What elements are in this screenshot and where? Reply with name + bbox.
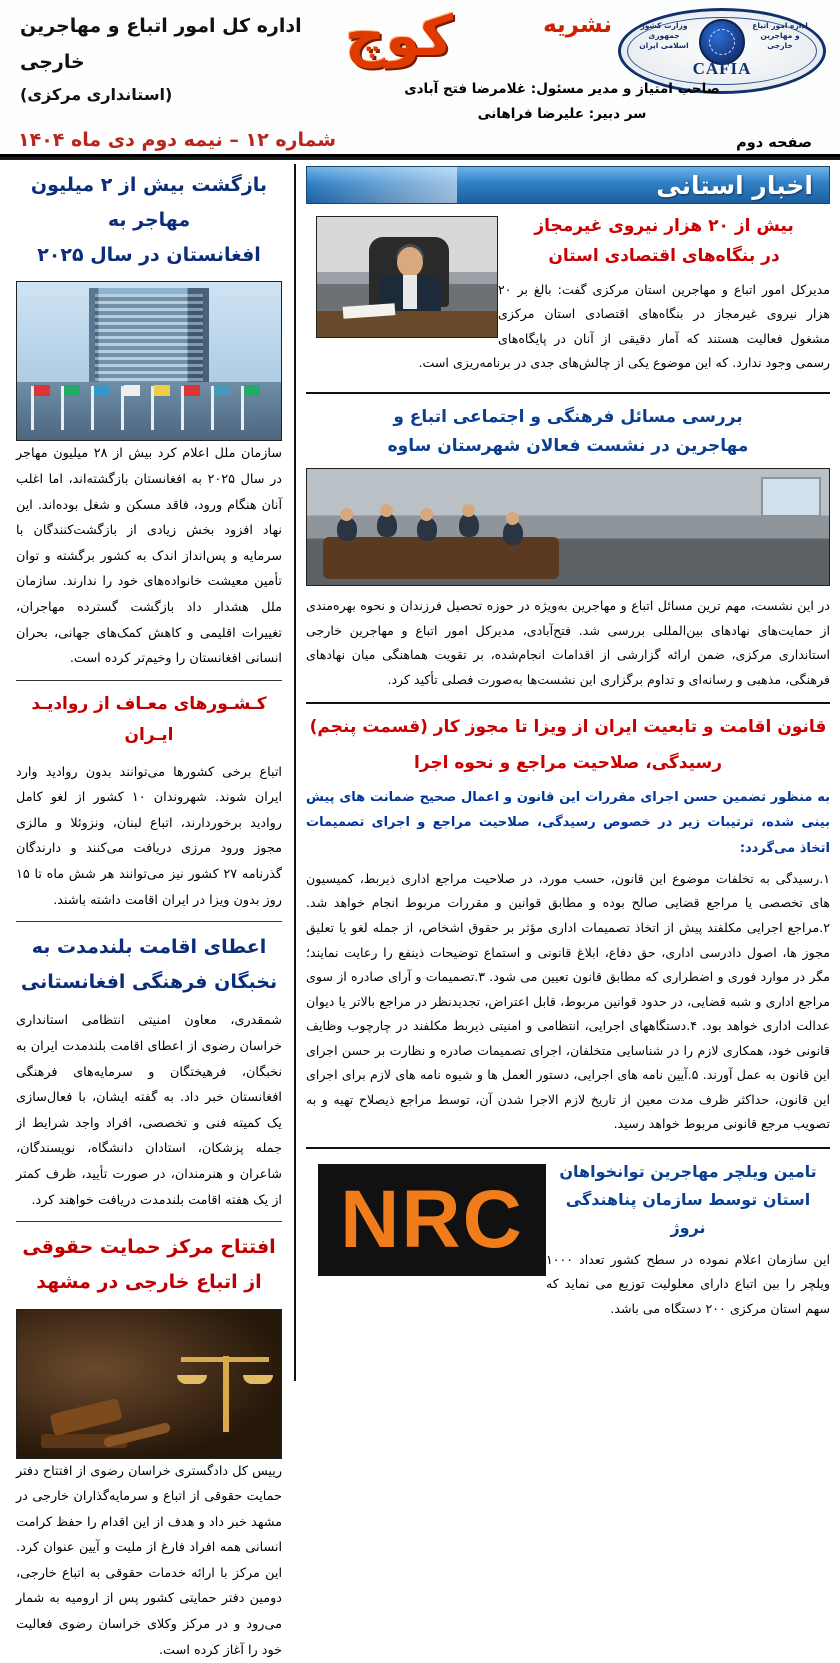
organization-title-line2: (استانداری مرکزی) <box>20 85 173 105</box>
divider <box>306 392 830 394</box>
article-afghan-returns-title <box>16 168 282 273</box>
title-line1: بازگشت بیش از ۲ میلیون مهاجر به <box>30 174 268 232</box>
article-residency-law-part5 <box>306 713 830 1137</box>
provincial-news-banner <box>306 166 830 204</box>
nrc-body: این سازمان اعلام نموده در سطح کشور تعداد ۱۰۰۰ ویلچر را بین اتباع دارای معلولیت توزیع می نماید که سهم استان مرکزی ۲۰۰ دستگاه می باشد. <box>546 1251 830 1317</box>
law-body: ۱.رسیدگی به تخلفات موضوع این قانون، حسب مورد، در صلاحیت مراجع اداری ذیربط، کمیسیون های تخصصی یا مراجع قضایی صالح بوده و مطابق قوانین و مقررات مربوط انجام خواهد شد. ۲.مراجع اجرایی مکلفند پیش از اتخاذ تصمیمات اداری مؤثر بر حقوق اشخاص، از جمله لغو یا تعلیق مجوز ها، اصول دادرسی اداری، حق دفاع، ابلاغ قانونی و استماع توضیحات ذینفع را رعایت نمایند؛ مگر در موارد فوری و اضطراری که مطابق قانون تعیین می شود. ۳.تصمیمات و آرای صادره از سوی مراجع اداری و شبه قضایی، در حدود قوانین مربوط، قابل اعتراض، تجدیدنظر در مراجع بالاتر یا دیوان عدالت اداری خواهد بود. ۴.دستگاههای اجرایی، انتظامی و امنیتی ذیربط مکلفند در چارچوب وظایف قانونی خود، همکاری لازم را در شناسایی متخلفان، اجرای تصمیمات صادره و نظارت بر حسن اجرای این قانون به عمل آورند. ۵.آیین نامه های اجرایی، دستور العمل ها و شیوه نامه های لازم برای اجرای این قانون، حداکثر ظرف مدت معین از تاریخ لازم الاجرا شدن آن، توسط مراجع ذیصلاح تهیه و به تصویب مرجع قانونی مربوط خواهد رسید. <box>306 870 830 1132</box>
nrc-title-line2: استان توسط سازمان پناهندگی نروژ <box>565 1189 811 1237</box>
page-label: صفحه دوم <box>736 135 812 151</box>
provincial-news-column <box>296 160 840 1381</box>
national-news-column <box>2 160 294 1658</box>
masthead-credits <box>302 77 822 127</box>
photo-meeting-room <box>306 468 830 586</box>
column-divider <box>294 164 296 1381</box>
page-body <box>0 160 840 1658</box>
article-legal-support-center-body: رییس کل دادگستری خراسان رضوی از افتتاح دفتر حمایت حقوقی از اتباع و سرمایه‌گذاران خارجی در مشهد خبر داد و هدف از این اقدام را حفظ کرامت انسانی همه افراد فارغ از ملیت و آیین عنوان کرد. این مرکز با ارائه خدمات حقوقی به اتباع خارجی، دومین دفتر حمایتی کشور پس از ارومیه به شمار می‌رود و در مرکز وکلای خراسان رضوی فعالیت خود را آغاز کرده است. <box>16 1463 282 1658</box>
publication-label: نشریه <box>543 12 612 38</box>
divider <box>306 702 830 704</box>
article-legal-support-center-title <box>16 1230 282 1300</box>
article-longterm-residency-body: شمقدری، معاون امنیتی انتظامی استانداری خراسان رضوی از اعطای اقامت بلندمدت ایران به نخبگان، فرهیختگان و سرمایه‌های فرهنگی افغانستان خبر داد. به گفته ایشان، با فعال‌سازی یک کمیته فنی و تخصصی، افراد واجد شرایط از جمله پزشکان، استادان دانشگاه، نویسندگان، شاعران و هنرمندان، در صورت تأیید، ظرف کمتر از یک هفته اقامت بلندمدت دریافت خواهند کرد. <box>16 1013 282 1208</box>
article-body: در این نشست، مهم ترین مسائل اتباع و مهاجرین به‌ویژه در حوزه تحصیل فرزندان و نحوه بهره‌مندی از حمایت‌های نهادهای بین‌المللی بررسی شد. فتح‌آبادی، مدیرکل امور اتباع و مهاجرین خارجی استانداری مرکزی، ضمن ارائه گزارشی از اقدامات انجام‌شده، بر تقویت هماهنگی میان نهادهای فرهنگی، مذهبی و رسانه‌ای و تداوم برگزاری این نشست‌ها به‌صورت فصلی تأکید کرد. <box>306 598 830 687</box>
article-title <box>306 403 830 463</box>
article-nrc-wheelchairs <box>306 1158 830 1328</box>
article-saveh-meeting <box>306 403 830 693</box>
article-illegal-workforce <box>306 212 830 382</box>
divider <box>306 1147 830 1149</box>
article-visa-free-body: اتباع برخی کشورها می‌توانند بدون روادید وارد ایران شوند. شهروندان ۱۰ کشور از لغو کامل روادید برخوردارند، اتباع لبنان، ونزوئلا و مالزی مجوز ورود مرزی دریافت می‌کنند و دارندگان گذرنامه ۲۷ کشور نیز می‌توانند هر شش ماه تا ۱۵ روز بدون ویزا در ایران اقامت داشته باشند. <box>16 764 283 908</box>
photo-un-headquarters <box>16 281 282 441</box>
article-title-line2: مهاجرین در نشست فعالان شهرستان ساوه <box>387 436 749 457</box>
nrc-logo-text: NRC <box>340 1173 524 1265</box>
organization-title <box>20 8 320 111</box>
title-line2: نخبگان فرهنگی افغانستانی <box>20 971 278 994</box>
nrc-logo <box>318 1164 546 1276</box>
credits-line2: سر دبیر: علیرضا فراهانی <box>477 106 647 123</box>
law-title-line1: قانون اقامت و تابعیت ایران از ویزا تا مجوز کار (قسمت پنجم) <box>309 717 827 738</box>
article-afghan-returns-body: سازمان ملل اعلام کرد بیش از ۲۸ میلیون مهاجر در سال ۲۰۲۵ به افغانستان بازگشته‌اند، اما اغلب آنان هنگام ورود، فاقد مسکن و شغل بوده‌اند. این نهاد افزود بخش زیادی از بازگشت‌کنندگان با سرمایه و پس‌انداز اندک به کشور برگشته و توان تأمین معیشت خانواده‌های خود را ندارند. سازمان ملل هشدار داد بازگشت گسترده مهاجران، تغییرات اقلیمی و کاهش کمک‌های جهانی، بحران انسانی افغانستان را وخیم‌تر کرده است. <box>16 446 282 667</box>
article-title-line2: در بنگاه‌های اقتصادی استان <box>548 245 780 266</box>
article-visa-free-title: کـشـورهای معـاف از روادیـد ایـران <box>31 693 267 746</box>
divider <box>16 1221 282 1222</box>
credits-line1: صاحب امتیاز و مدیر مسئول: غلامرضا فتح آبادی <box>404 81 720 98</box>
title-line2: از اتباع خارجی در مشهد <box>36 1271 262 1294</box>
article-body: مدیرکل امور اتباع و مهاجرین استان مرکزی گفت: بالغ بر ۲۰ هزار نیروی غیرمجاز در بنگاه‌های اقتصادی استان مرکزی مشغول فعالیت هستند که آمار دقیقی از آنان در پایگاه‌های رسمی وجود ندارد. که این موضوع یکی از چالش‌های جدی در برنامه‌ریزی است. <box>418 281 830 371</box>
provincial-news-banner-title: اخبار استانی <box>656 170 813 200</box>
article-longterm-residency-title <box>16 930 282 1000</box>
title-line2: افغانستان در سال ۲۰۲۵ <box>37 244 261 267</box>
nrc-title-line1: تامین ویلچر مهاجرین توانخواهان <box>559 1161 817 1181</box>
law-intro: به منظور تضمین حسن اجرای مقررات این قانون و اعمال صحیح ضمانت های پیش بینی شده، ترتیبات زیر در خصوص رسیدگی، صلاحیت مراجع و اجرای تصمیمات اتخاذ می‌گردد: <box>306 789 830 856</box>
organization-title-line1: اداره کل امور اتباع و مهاجرین خارجی <box>20 15 302 74</box>
article-title-line1: بیش از ۲۰ هزار نیروی غیرمجاز <box>534 216 794 236</box>
issue-number: شماره ۱۲ – نیمه دوم دی ماه ۱۴۰۴ <box>18 129 337 151</box>
logo-acronym: CAFIA <box>692 59 752 78</box>
title-line1: افتتاح مرکز حمایت حقوقی <box>22 1236 276 1259</box>
title-line1: اعطای اقامت بلندمدت به <box>31 936 267 959</box>
masthead <box>0 0 840 160</box>
divider <box>16 680 282 681</box>
logo-text-left: وزارت کشور جمهوری اسلامی ایران <box>639 21 689 51</box>
logo-text-right: اداره امور اتباع و مهاجرین خارجی <box>752 21 808 51</box>
photo-official-at-desk <box>316 216 498 338</box>
publication-wordmark: کوچ <box>345 4 454 69</box>
article-title-line1: بررسی مسائل فرهنگی و اجتماعی اتباع و <box>393 406 743 427</box>
law-title-line2: رسیدگی، صلاحیت مراجع و نحوه اجرا <box>413 753 723 774</box>
divider <box>16 921 282 922</box>
